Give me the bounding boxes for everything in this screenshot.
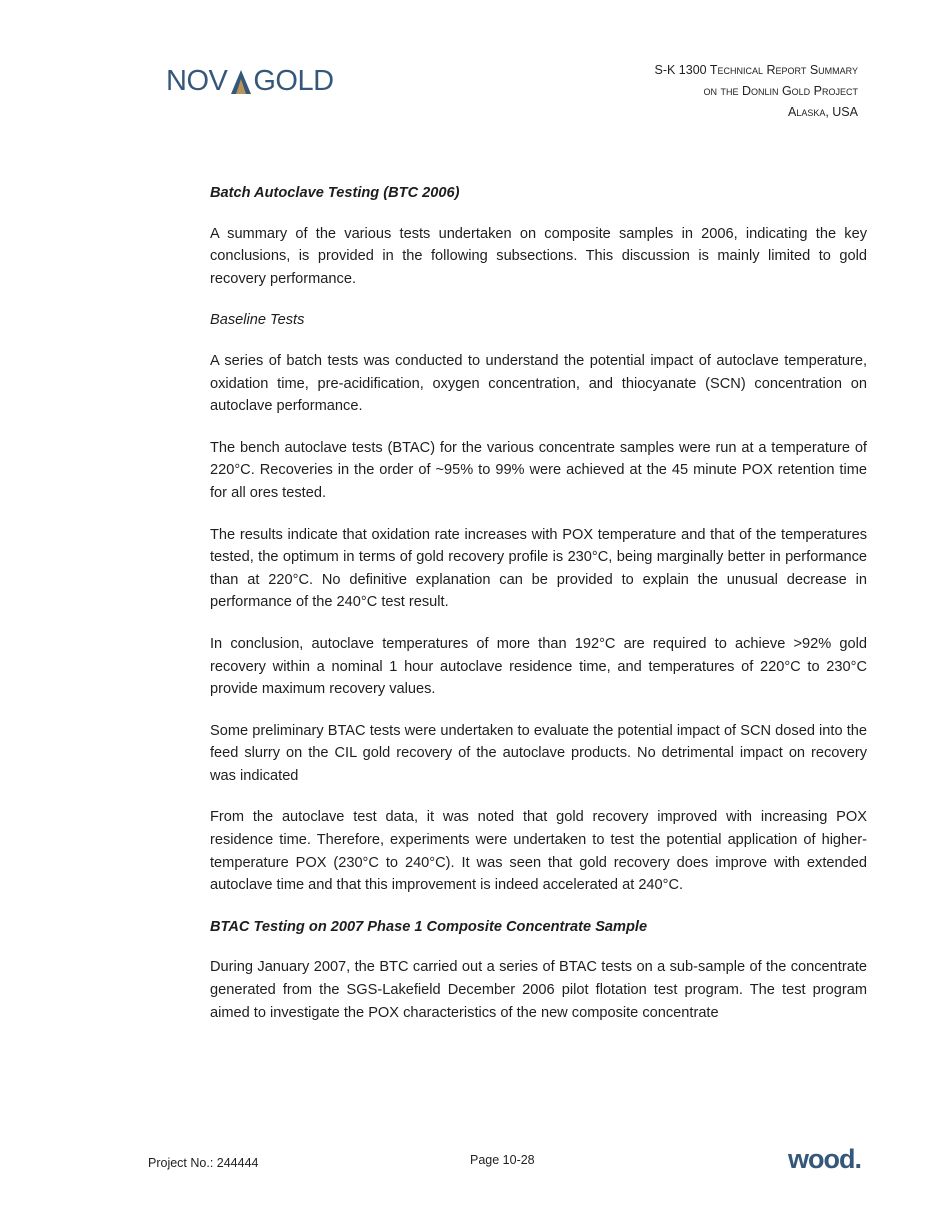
- subheading-baseline-tests: Baseline Tests: [210, 312, 305, 329]
- novagold-logo: [166, 64, 334, 98]
- logo-text-gold: GOLD: [253, 65, 334, 97]
- paragraph: In conclusion, autoclave temperatures of more than 192°C are required to achieve >92% gold recovery within a nominal 1 hour autoclave residence time, and temperatures of 220°C to 230°C provide maximum recovery values.: [210, 635, 867, 698]
- paragraph: From the autoclave test data, it was noted that gold recovery improved with increasing POX residence time. Therefore, experiments were undertaken to test the potential application of higher-temperature POX (230°C to 240°C). It was seen that gold recovery does improve with extended autoclave time and that this improvement is indeed accelerated at 240°C.: [210, 809, 867, 894]
- report-title-line2: on the Donlin Gold Project: [703, 84, 858, 98]
- wood-logo: wood.: [788, 1144, 861, 1174]
- section-heading-btac-2007: BTAC Testing on 2007 Phase 1 Composite Concentrate Sample: [210, 918, 648, 935]
- paragraph: The results indicate that oxidation rate increases with POX temperature and that of the temperatures tested, the optimum in terms of gold recovery profile is 230°C, being marginally better in performance than at 220°C. No definitive explanation can be provided to explain the unusual decrease in performance of the 240°C test result.: [210, 526, 867, 611]
- paragraph: The bench autoclave tests (BTAC) for the various concentrate samples were run at a temperature of 220°C. Recoveries in the order of ~95% to 99% were achieved at the 45 minute POX retention time for all ores tested.: [210, 439, 867, 501]
- report-title-line3: Alaska, USA: [787, 105, 858, 119]
- paragraph: A summary of the various tests undertaken on composite samples in 2006, indicating the key conclusions, is provided in the following subsections. This discussion is mainly limited to gold recovery performance.: [210, 225, 867, 287]
- section-heading-batch-autoclave: Batch Autoclave Testing (BTC 2006): [210, 185, 460, 201]
- page-body: [210, 182, 867, 1043]
- report-title-block: [655, 60, 859, 123]
- paragraph: Some preliminary BTAC tests were undertaken to evaluate the potential impact of SCN dosed into the feed slurry on the CIL gold recovery of the autoclave products. No detrimental impact on recovery was indicated: [210, 722, 867, 784]
- paragraph: During January 2007, the BTC carried out a series of BTAC tests on a sub-sample of the concentrate generated from the SGS-Lakefield December 2006 pilot flotation test program. The test program aimed to investigate the POX characteristics of the new composite concentrate: [210, 959, 867, 1021]
- paragraph: A series of batch tests was conducted to understand the potential impact of autoclave temperature, oxidation time, pre-acidification, oxygen concentration, and thiocyanate (SCN) concentration on autoclave performance.: [210, 352, 867, 415]
- footer-page-number: Page 10-28: [470, 1153, 535, 1167]
- report-title-line1: S-K 1300 Technical Report Summary: [654, 63, 858, 77]
- footer-project-number: Project No.: 244444: [148, 1156, 259, 1170]
- logo-text-nov: NOV: [166, 65, 228, 97]
- logo-a-mark-icon: [227, 64, 253, 98]
